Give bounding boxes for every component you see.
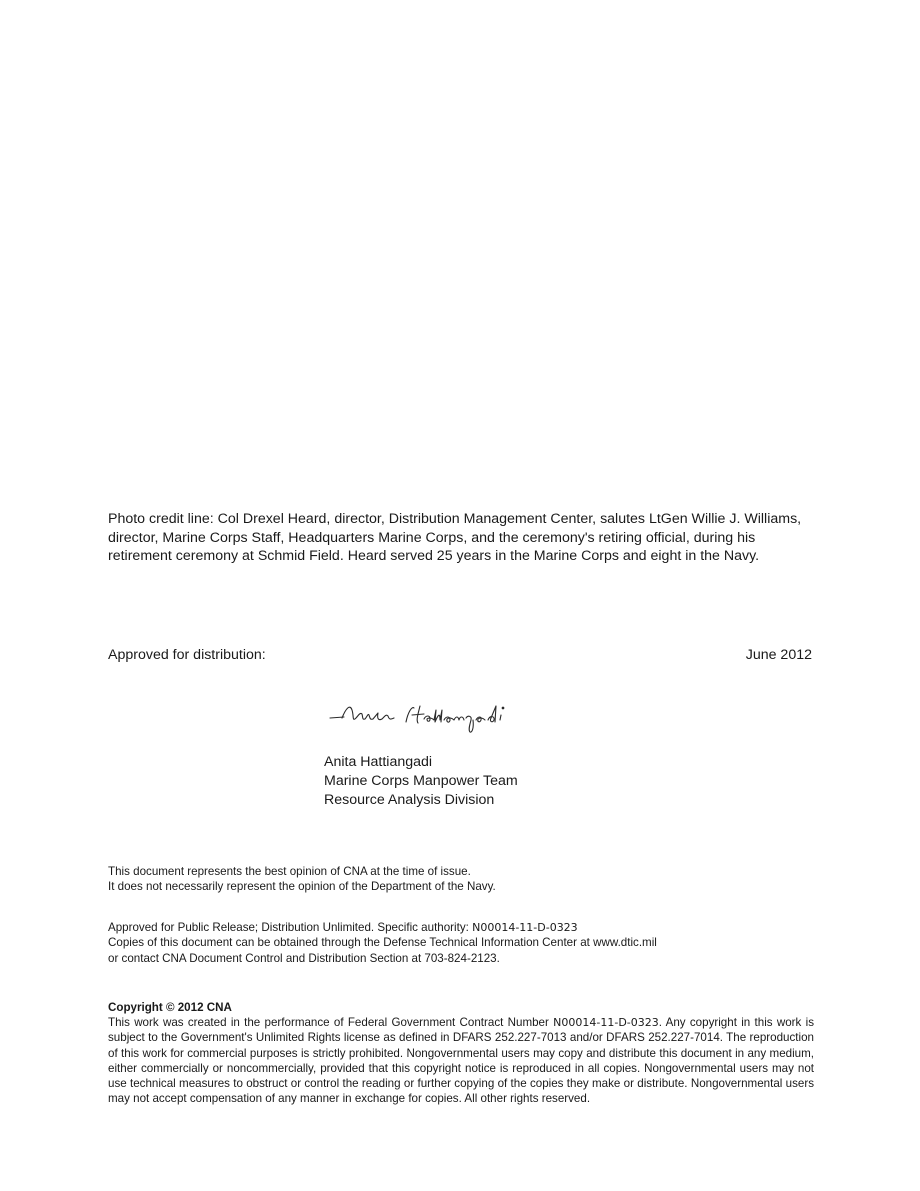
release-authority-text: Approved for Public Release; Distribution Unlimited. Specific authority: (108, 921, 473, 934)
signer-team: Marine Corps Manpower Team (324, 773, 518, 789)
approval-date: June 2012 (745, 647, 812, 663)
signer-division: Resource Analysis Division (324, 792, 495, 808)
release-statement (108, 920, 657, 966)
photo-credit: Photo credit line: Col Drexel Heard, director, Distribution Management Center, salutes LtGen Willie J. Williams, director, Marine Corps Staff, Headquarters Marine Corps, and the ceremony's retiring official, during his retirement ceremony at Schmid Field. Heard served 25 years in the Marine Corps and eight in the Navy. (108, 511, 802, 564)
copyright-heading: Copyright © 2012 CNA (108, 1001, 232, 1014)
copyright-block (108, 1000, 814, 1106)
approval-label: Approved for distribution: (108, 647, 266, 663)
signer-name: Anita Hattiangadi (324, 754, 433, 770)
copyright-contract-number: N00014-11-D-0323 (553, 1016, 659, 1030)
copyright-body (108, 1015, 814, 1106)
release-line-3: or contact CNA Document Control and Distribution Section at 703-824-2123. (108, 951, 500, 965)
release-contract-number: N00014-11-D-0323 (472, 921, 578, 934)
approval-row (108, 646, 812, 664)
opinion-line-1: This document represents the best opinion of CNA at the time of issue. (108, 865, 471, 878)
release-line-2: Copies of this document can be obtained through the Defense Technical Information Center at www.dtic.mil (108, 936, 657, 950)
signer-block (324, 753, 518, 810)
opinion-disclaimer (108, 864, 496, 894)
release-line-1 (108, 920, 657, 935)
copyright-body-prefix: This work was created in the performance of Federal Government Contract Number (108, 1016, 554, 1030)
copyright-body-suffix: . Any copyright in this work is subject to the Government's Unlimited Rights license as defined in DFARS 252.227-7013 and/or DFARS 252.227-7014. The reproduction of this work for commercial purposes is strictly prohibited. Nongovernmental users may copy and distribute this document in any medium, either commercially or noncommercially, provided that this copyright notice is reproduced in all copies. Nongovernmental users may not use technical measures to obstruct or control the reading or further copying of the copies they make or distribute. Nongovernmental users may not accept compensation of any manner in exchange for copies. All other rights reserved. (108, 1016, 814, 1106)
opinion-line-2: It does not necessarily represent the opinion of the Department of the Navy. (108, 880, 496, 893)
signature-image (328, 698, 533, 738)
